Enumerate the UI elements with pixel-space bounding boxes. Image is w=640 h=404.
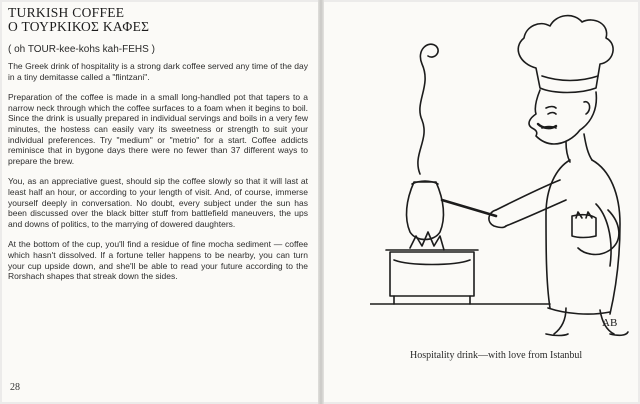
paragraph: At the bottom of the cup, you'll find a residue of fine mocha sediment — coffee which hasn't dissolved. If a fortune teller happens to be nearby, you can turn your cup upside down, and she'll be able to read your future according to the Rorshach shapes that streak down the sides. — [8, 239, 308, 282]
stove — [390, 252, 474, 296]
chef-illustration — [370, 4, 632, 339]
page-title: TURKISH COFFEE — [8, 5, 125, 20]
illustration-caption: Hospitality drink—with love from Istanbul — [410, 350, 583, 361]
greek-subtitle: Ο ΤΟΥΡΚΙΚΟΣ ΚΑΦΕΣ — [8, 19, 150, 34]
left-page-content — [8, 6, 308, 292]
page-number: 28 — [10, 382, 20, 393]
coffee-pot — [407, 182, 444, 240]
paragraph: You, as an appreciative guest, should sip the coffee slowly so that it will last at least half an hour, or according to your length of visit. And, of course, immerse yourself deeply in conversation. No doubt, every subject under the sun has been discussed over the black bitter stuff from battlefield maneuvers, the ups and downs of politics, to the marrying of dowered daughters. — [8, 176, 308, 229]
paragraph: Preparation of the coffee is made in a small long-handled pot that tapers to a narrow neck through which the coffee surfaces to a foam when it begins to boil. Since the drink is usually prepared in individual servings and boils in a very few minutes, the hostess can easily vary its sweetness or strength to suit your individual preferences. Try "medium" or "metrio" for a start. Coffee addicts reminisce that in bygone days there were no fewer than 37 different ways to prepare the brew. — [8, 92, 308, 166]
paragraph: The Greek drink of hospitality is a strong dark coffee served any time of the day in a tiny demitasse called a "flintzani". — [8, 61, 308, 82]
chef-jacket — [546, 160, 570, 308]
pronunciation: ( oh TOUR-kee-kohs kah-FEHS ) — [8, 44, 155, 55]
steam-icon — [418, 44, 438, 174]
book-gutter — [318, 0, 324, 404]
artist-signature: AB — [602, 317, 618, 329]
